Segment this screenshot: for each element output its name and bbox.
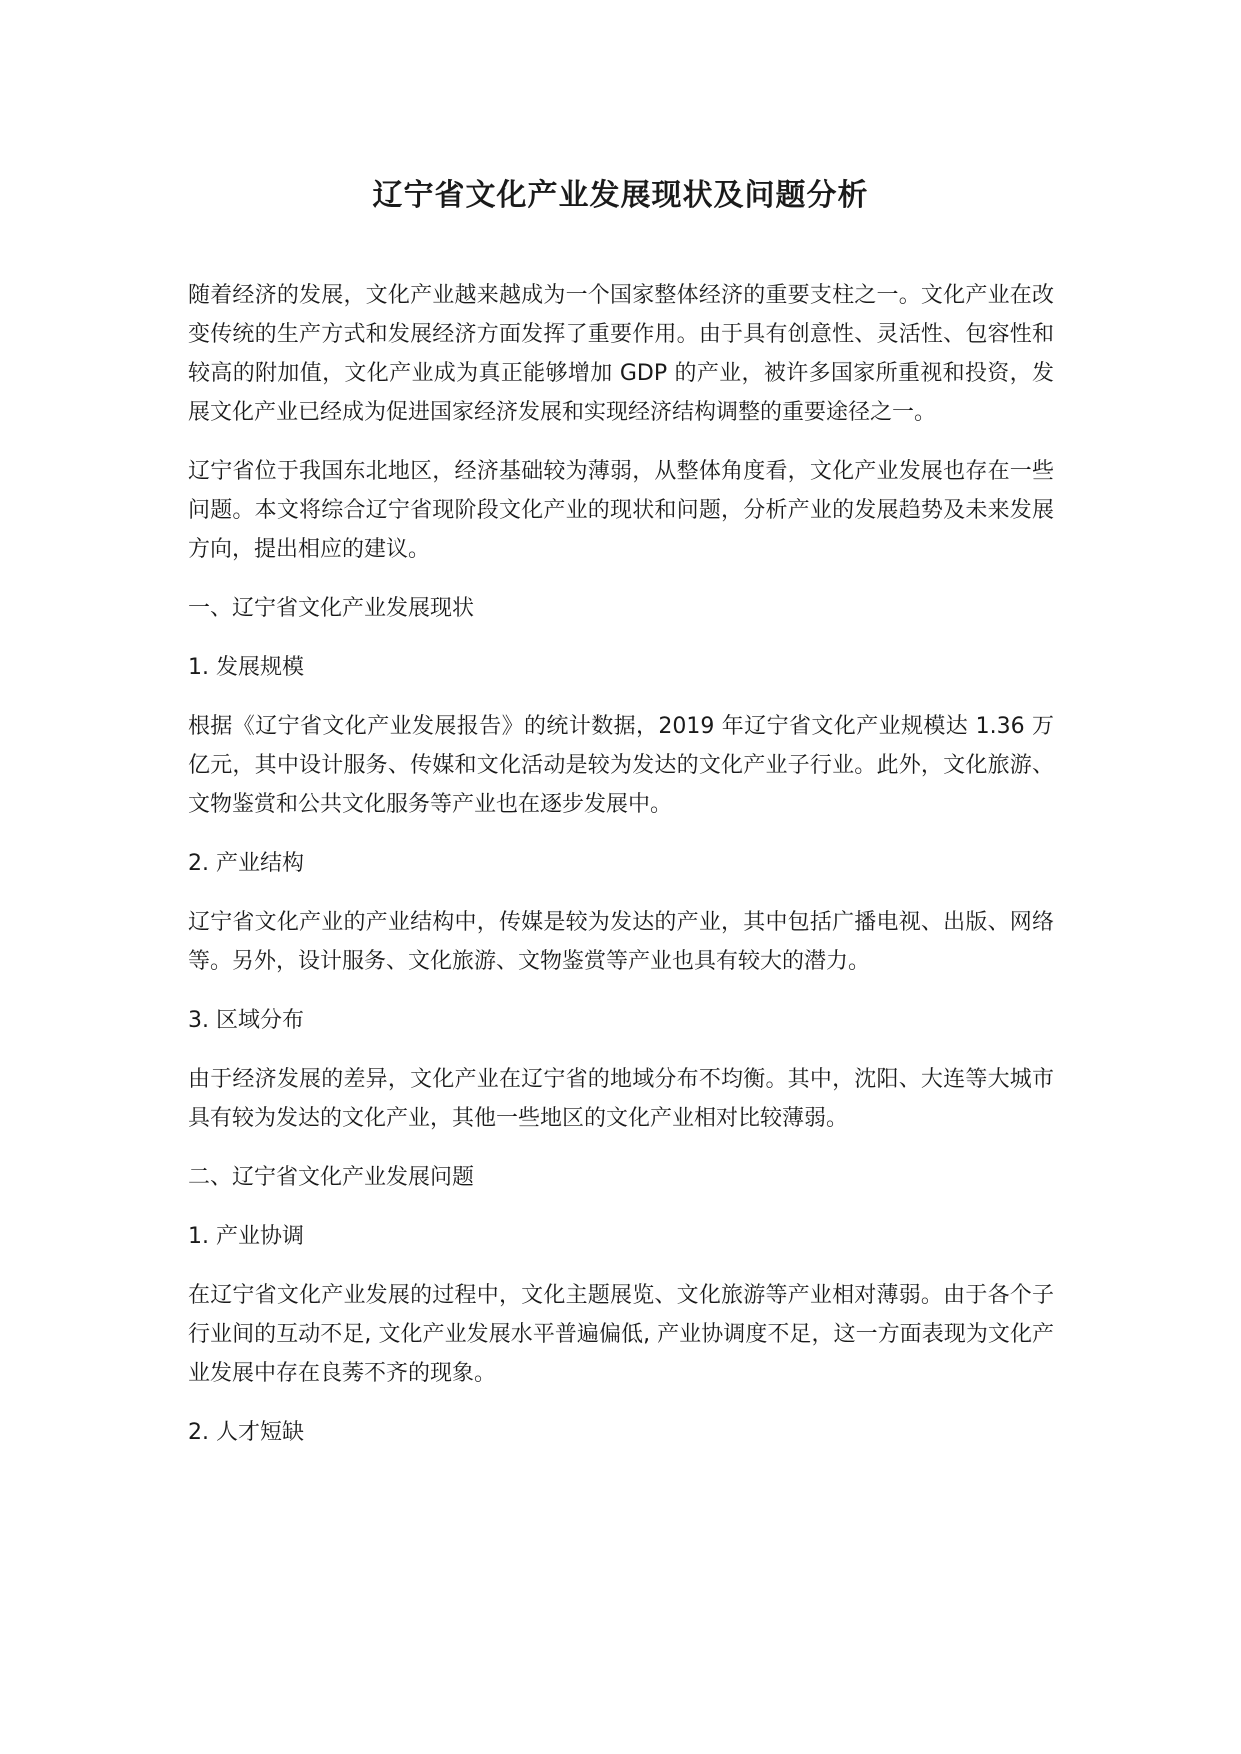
subsection-heading-scale: 1. 发展规模: [188, 655, 304, 680]
paragraph-structure: 辽宁省文化产业的产业结构中，传媒是较为发达的产业，其中包括广播电视、出版、网络等。另外，设计服务、文化旅游、文物鉴赏等产业也具有较大的潜力。: [188, 910, 1054, 974]
section-heading-status: 一、辽宁省文化产业发展现状: [188, 596, 475, 621]
document-title: 辽宁省文化产业发展现状及问题分析: [372, 178, 869, 213]
subsection-heading-structure: 2. 产业结构: [188, 851, 304, 876]
paragraph-coordination: 在辽宁省文化产业发展的过程中，文化主题展览、文化旅游等产业相对薄弱。由于各个子行业间的互动不足, 文化产业发展水平普遍偏低, 产业协调度不足，这一方面表现为文化产业发展中存在良莠不齐的现象。: [188, 1283, 1054, 1386]
paragraph-scale: 根据《辽宁省文化产业发展报告》的统计数据，2019 年辽宁省文化产业规模达 1.36 万亿元，其中设计服务、传媒和文化活动是较为发达的文化产业子行业。此外，文化旅游、文物鉴赏和公共文化服务等产业也在逐步发展中。: [188, 714, 1054, 817]
paragraph-intro: 随着经济的发展，文化产业越来越成为一个国家整体经济的重要支柱之一。文化产业在改变传统的生产方式和发展经济方面发挥了重要作用。由于具有创意性、灵活性、包容性和较高的附加值，文化产业成为真正能够增加 GDP 的产业，被许多国家所重视和投资，发展文化产业已经成为促进国家经济发展和实现经济结构调整的重要途径之一。: [188, 283, 1054, 425]
section-heading-problems: 二、辽宁省文化产业发展问题: [188, 1165, 475, 1190]
subsection-heading-coordination: 1. 产业协调: [188, 1224, 304, 1249]
paragraph-background: 辽宁省位于我国东北地区，经济基础较为薄弱，从整体角度看，文化产业发展也存在一些问题。本文将综合辽宁省现阶段文化产业的现状和问题，分析产业的发展趋势及未来发展方向，提出相应的建议。: [188, 459, 1054, 562]
subsection-heading-talent: 2. 人才短缺: [188, 1420, 304, 1445]
paragraph-distribution: 由于经济发展的差异，文化产业在辽宁省的地域分布不均衡。其中，沈阳、大连等大城市具有较为发达的文化产业，其他一些地区的文化产业相对比较薄弱。: [188, 1067, 1054, 1131]
subsection-heading-distribution: 3. 区域分布: [188, 1008, 304, 1033]
document-body: [188, 276, 1054, 1472]
